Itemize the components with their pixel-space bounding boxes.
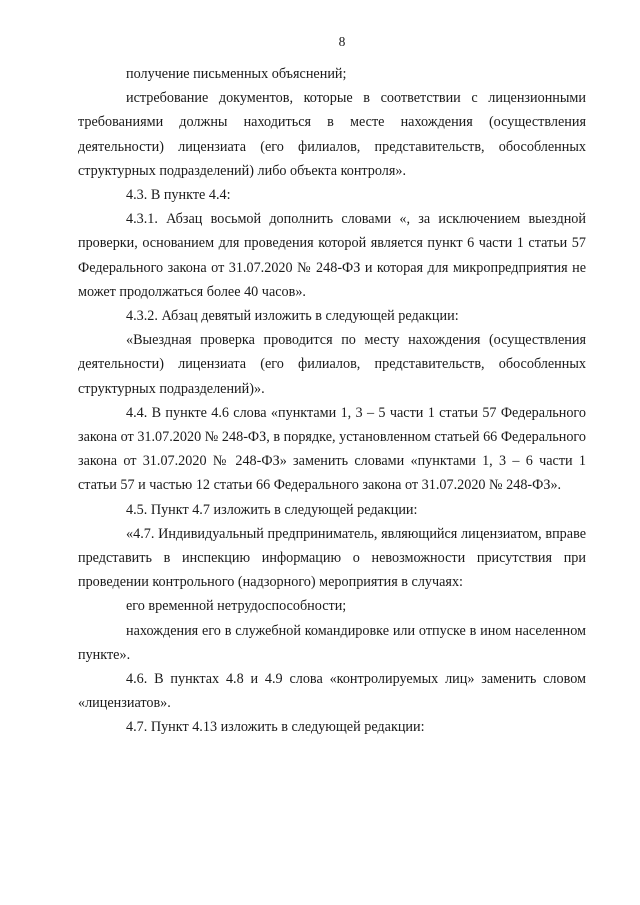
paragraph: нахождения его в служебной командировке или отпуске в ином населенном пункте». [78, 622, 586, 663]
paragraph: 4.3.2. Абзац девятый изложить в следующей редакции: [126, 308, 459, 325]
paragraph: 4.6. В пунктах 4.8 и 4.9 слова «контролируемых лиц» заменить словом «лицензиатов». [78, 671, 586, 712]
paragraph: получение письменных объяснений; [126, 66, 347, 82]
paragraph: 4.4. В пункте 4.6 слова «пунктами 1, 3 – 5 части 1 статьи 57 Федерального закона от 31.07.2020 № 248-ФЗ, в порядке, установленном статьей 66 Федерального закона от 31.07.2020 № 248-ФЗ» заменить словами «пунктами 1, 3 – 6 части 1 статьи 57 и частью 12 статьи 66 Федерального закона от 31.07.2020 № 248-ФЗ». [78, 404, 586, 494]
document-body [78, 62, 586, 740]
paragraph: истребование документов, которые в соответствии с лицензионными требованиями должны находиться в месте нахождения (осуществления деятельности) лицензиата (его филиалов, представительств, обособленных структурных подразделений) либо объекта контроля». [78, 90, 586, 179]
paragraph: «4.7. Индивидуальный предприниматель, являющийся лицензиатом, вправе представить в инспекцию информацию о невозможности присутствия при проведении контрольного (надзорного) мероприятия в случаях: [78, 525, 586, 591]
paragraph: 4.3. В пункте 4.4: [126, 187, 231, 204]
paragraph: его временной нетрудоспособности; [126, 598, 347, 615]
page-number: 8 [338, 34, 346, 49]
paragraph: «Выездная проверка проводится по месту нахождения (осуществления деятельности) лицензиата (его филиалов, представительств, обособленных структурных подразделений)». [78, 332, 586, 397]
paragraph: 4.5. Пункт 4.7 изложить в следующей редакции: [126, 501, 418, 518]
paragraph: 4.7. Пункт 4.13 изложить в следующей редакции: [126, 719, 425, 736]
paragraph: 4.3.1. Абзац восьмой дополнить словами «, за исключением выездной проверки, основанием для проведения которой является пункт 6 части 1 статьи 57 Федерального закона от 31.07.2020 № 248-ФЗ и которая для микропредприятия не может продолжаться более 40 часов». [78, 211, 586, 300]
